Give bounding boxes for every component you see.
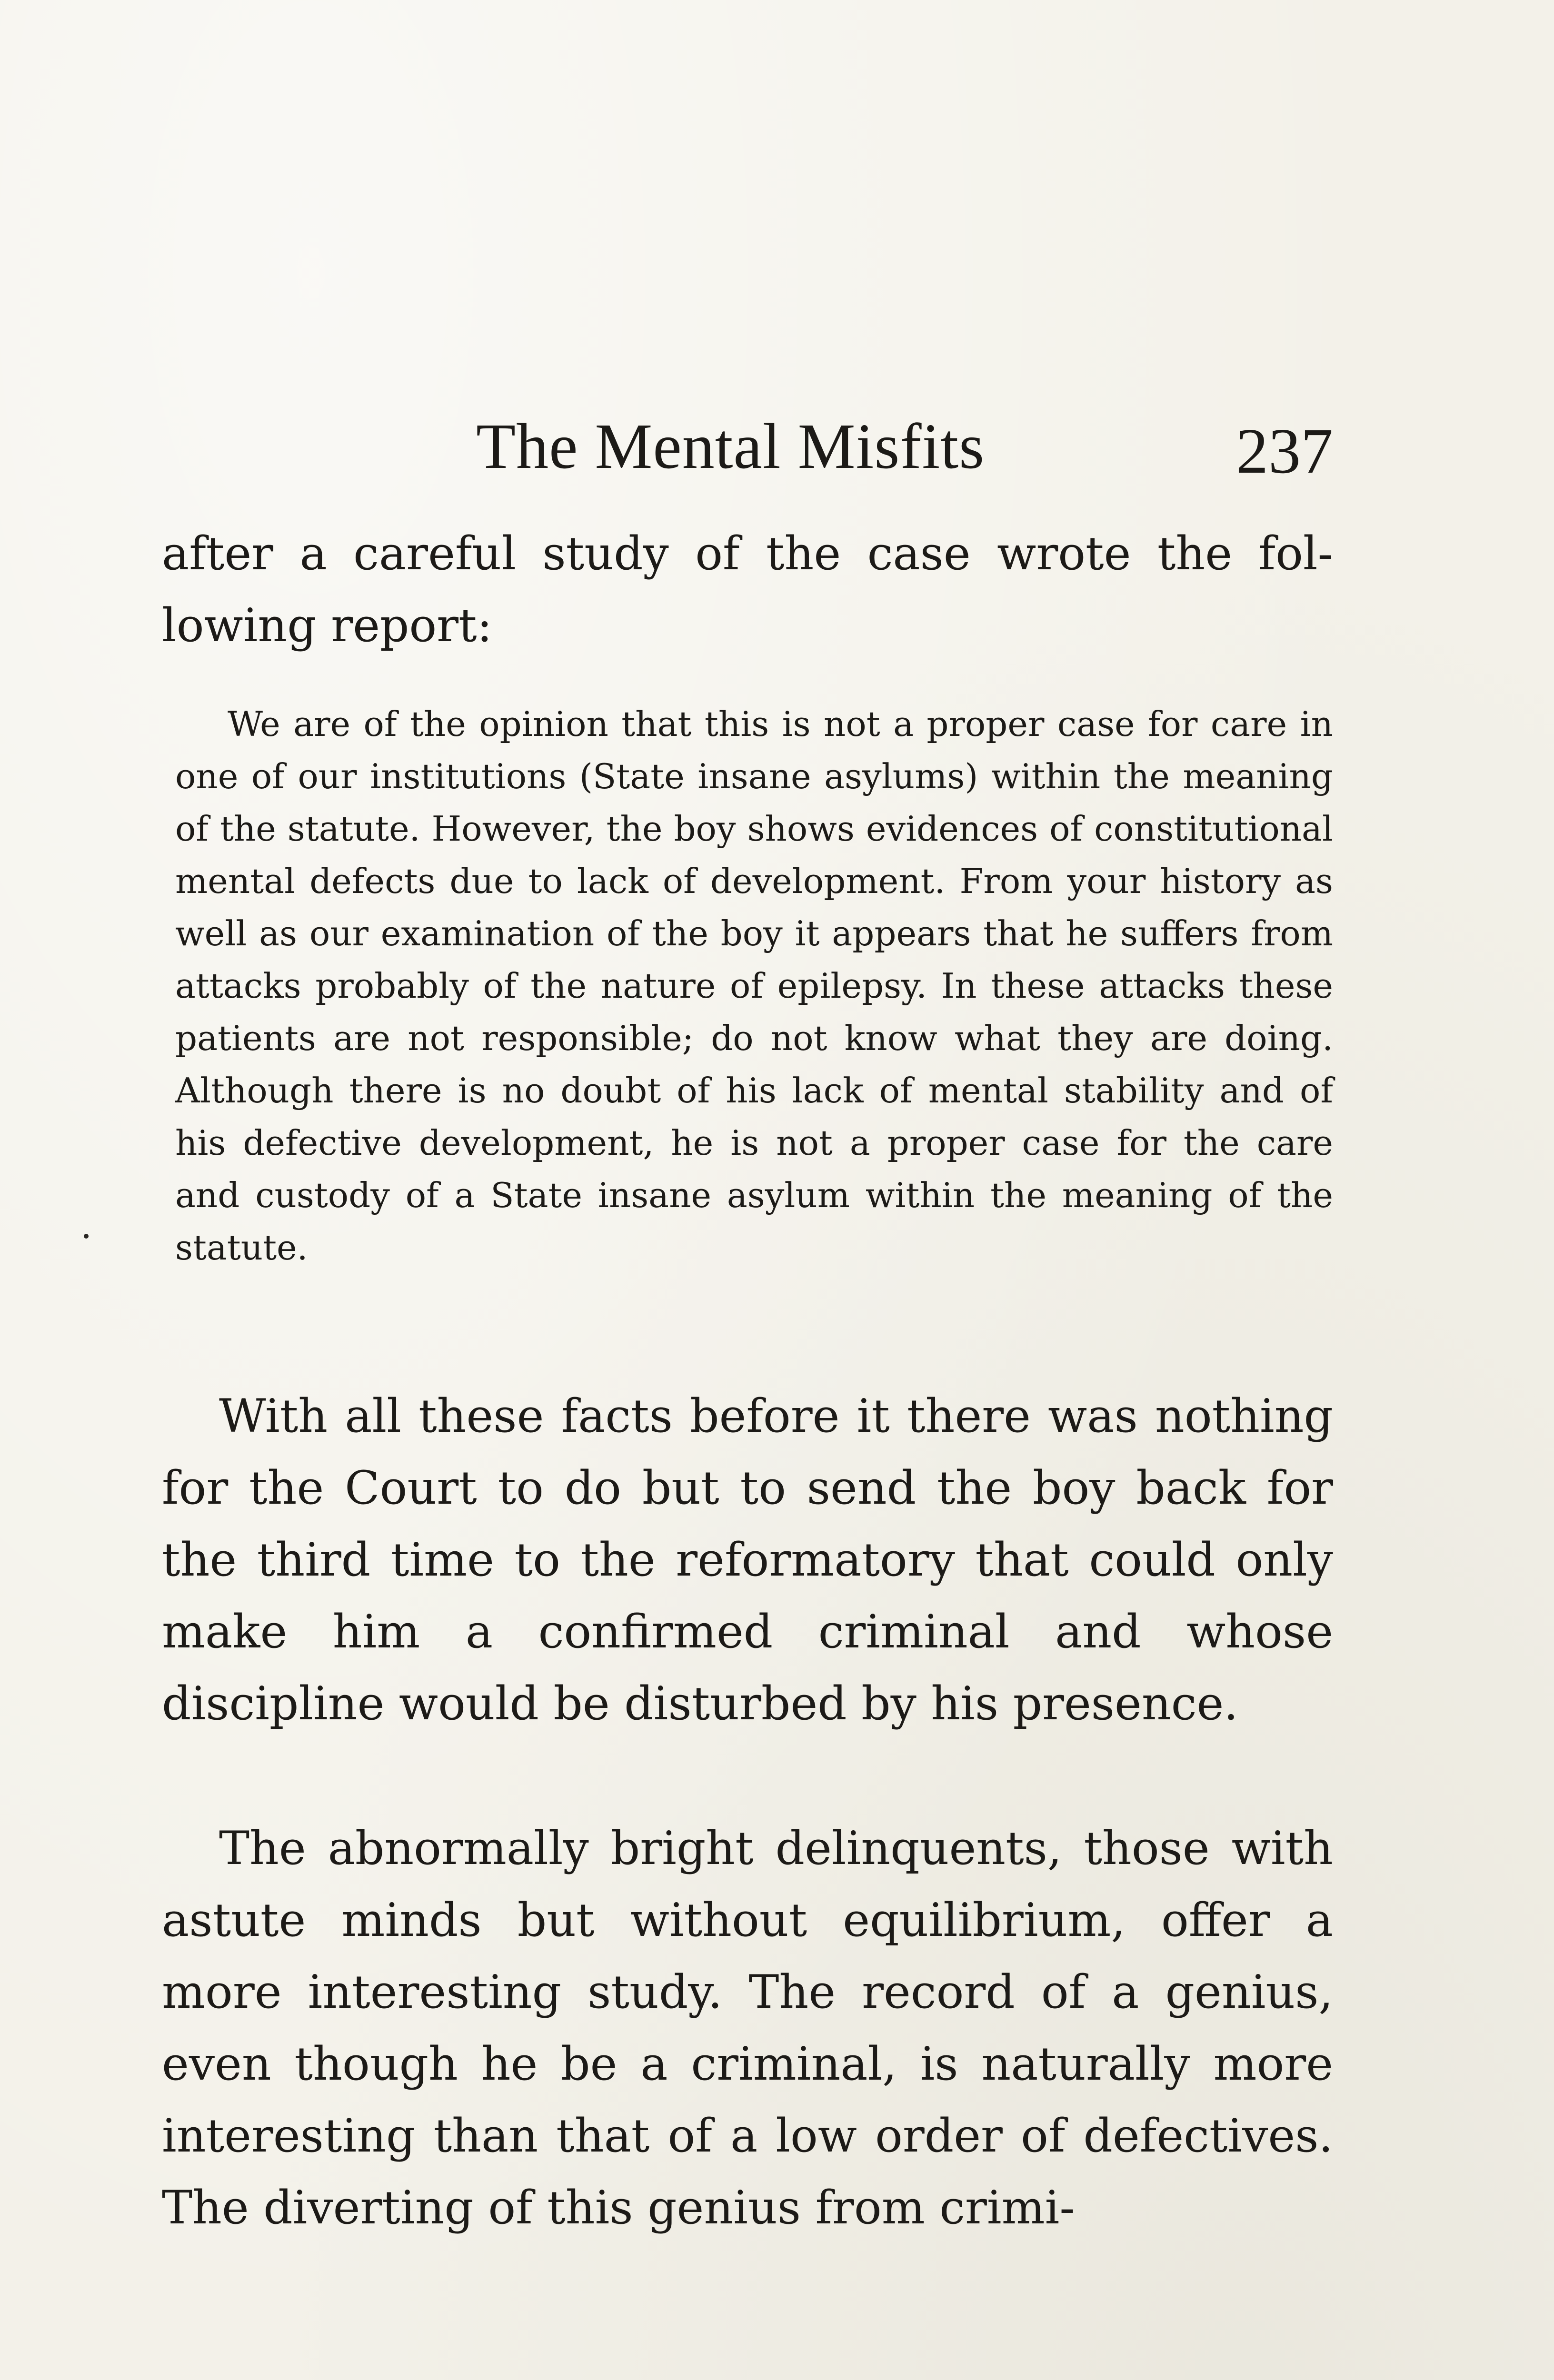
quoted-report: We are of the opinion that this is not a proper case for care in one of our institutions (State insane asylums) within the meaning of the statute. However, the boy shows evidences of constitutional mental defects due to lack of development. From your history as well as our examination of the boy it appears that he suffers from attacks probably of the nature of epilepsy. In these attacks these patients are not responsible; do not know what they are doing. Although there is no doubt of his lack of mental stability and of his defective development, he is not a proper case for the care and custody of a State insane asylum within the meaning of the statute. xyxy=(175,704,1333,1268)
page-number: 237 xyxy=(1236,416,1333,487)
paragraph-bright-delinquents: The abnormally bright delinquents, those with astute minds but without equilibrium, offer a more interesting study. The record of a genius, even though he be a criminal, is naturally more interesting than that of a low order of defectives. The diverting of this genius from crimi- xyxy=(162,1822,1333,2234)
running-title: The Mental Misfits xyxy=(476,411,985,482)
paragraph-court-decision: With all these facts before it there was nothing for the Court to do but to send the boy back for the third time to the reformatory that could only make him a confirmed criminal and whose discipline would be disturbed by his presence. xyxy=(162,1389,1333,1730)
ink-speck xyxy=(84,1234,89,1239)
page-header xyxy=(162,409,1333,490)
paragraph-report-intro: after a careful study of the case wrote the following report: xyxy=(162,527,1333,652)
